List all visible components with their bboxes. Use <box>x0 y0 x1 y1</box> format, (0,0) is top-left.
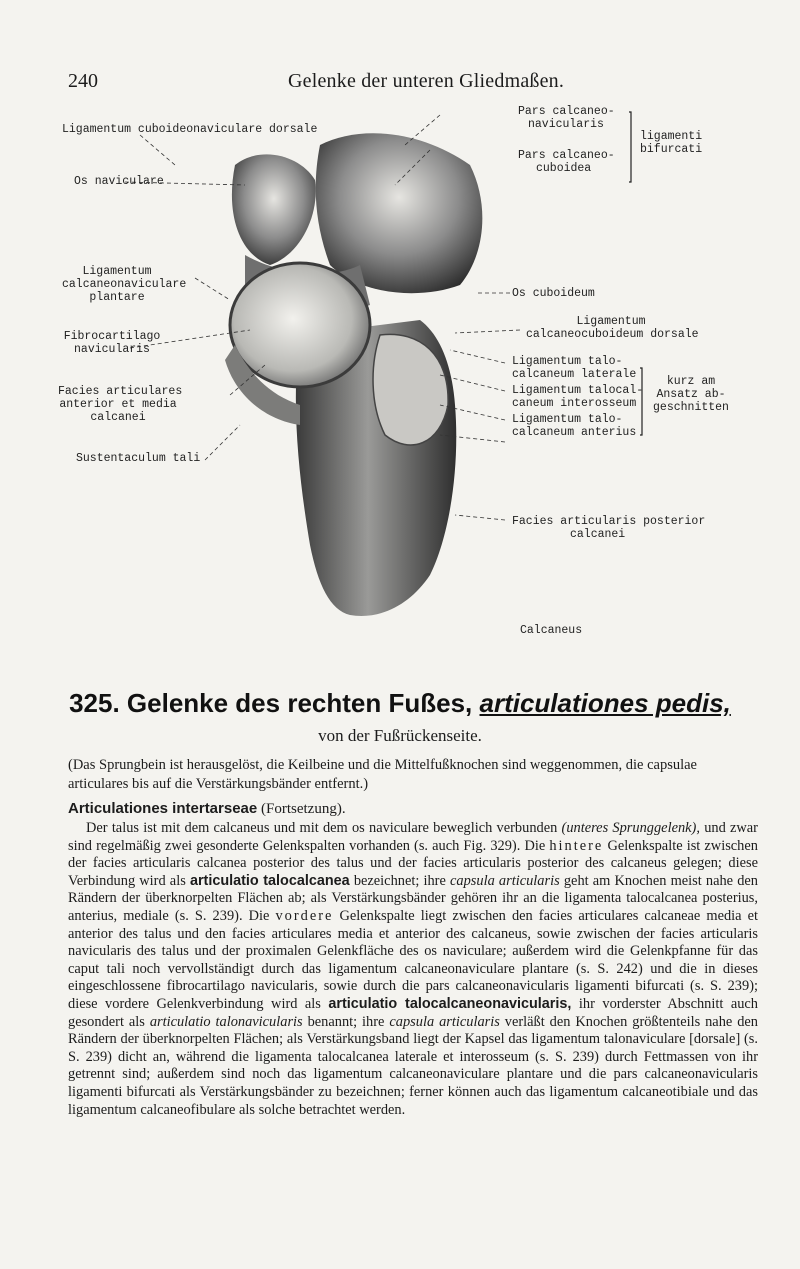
page-number: 240 <box>68 70 98 92</box>
label-pars-calcaneonavicularis: Pars calcaneo- navicularis <box>518 105 615 131</box>
running-head <box>68 68 748 98</box>
label-lig-cuboideonaviculare: Ligamentum cuboideonaviculare dorsale <box>62 123 318 136</box>
label-pars-calcaneocuboidea: Pars calcaneo- cuboidea <box>518 149 615 175</box>
label-facies-articulares-anterior: Facies articulares anterior et media calcanei <box>58 385 183 424</box>
label-lig-talocalcaneum-interosseum: Ligamentum talocal- caneum interosseum <box>512 384 644 410</box>
figure-subtitle: von der Fußrückenseite. <box>318 726 482 745</box>
label-lig-talocalcaneum-anterius: Ligamentum talo- calcaneum anterius <box>512 413 637 439</box>
label-fibrocartilago: Fibrocartilago navicularis <box>63 330 161 356</box>
label-sustentaculum-tali: Sustentaculum tali <box>76 452 201 465</box>
paragraph: Der talus ist mit dem calcaneus und mit dem os naviculare beweglich verbunden (unteres Sprunggelenk), und zwar sind regelmäßig zwei gesonderte Gelenkspalten vorhanden (s. auch Fig. 329). Die hintere Gelenkspalte ist zwischen der facies articularis calcanea posterior des talus und der facies articularis posterior des calcaneus gelegen; diese Verbindung wird als articulatio talocalcanea bezeichnet; ihre capsula articularis geht am Knochen meist nahe den Rändern der überknorpelten Flächen ab; als Verstärkungsbänder gehören ihr an die ligamenta talocalcanea posterius, anterius, mediale (s. S. 239). Die vordere Gelenkspalte liegt zwischen den facies articulares calcaneae media et anterior des talus und den facies articulares media et anterior des calcaneus, sowie zwischen der facies articularis navicularis des talus und der proximalen Gelenkfläche des os naviculare; außerdem wird die Gelenkpfanne für das caput tali noch vervollständigt durch das ligamentum calcaneonaviculare plantare (s. S. 242) und die in dieses eingeschlossene fibrocartilago navicularis, sowie durch die pars calcaneonavicularis ligamenti bifurcati (s. S. 239); diese vordere Gelenkverbindung wird als articulatio talocalcaneonavicularis, ihr vorderster Abschnitt auch gesondert als articulatio talonavicularis benannt; ihre capsula articularis verläßt den Knochen größtenteils nahe den Rändern der überknorpelten Flächen; als Verstärkungsband liegt der Kapsel das ligamentum talonaviculare [dorsale] (s. S. 239) dicht an, während die ligamenta talocalcanea laterale et interosseum (s. S. 239) durch Fettmassen von ihr getrennt sind; außerdem sind noch das ligamentum calcaneonaviculare plantare und die pars calcaneonavicularis ligamenti bifurcati als Verstärkungsbänder zu bezeichnen; ferner können auch das ligamentum calcaneotibiale und das ligamentum calcaneofibulare als solche betrachtet werden. <box>68 820 758 1118</box>
figure-caption: 325. Gelenke des rechten Fußes, articulationes pedis, <box>69 688 731 718</box>
label-os-cuboideum: Os cuboideum <box>512 287 595 300</box>
label-ligamenti-bifurcati: ligamenti bifurcati <box>640 130 703 156</box>
label-kurz-abgeschnitten: kurz am Ansatz ab- geschnitten <box>653 375 729 414</box>
label-os-naviculare: Os naviculare <box>74 175 164 188</box>
label-lig-calcaneonaviculare: Ligamentum calcaneonaviculare plantare <box>62 265 187 304</box>
anatomical-figure <box>0 105 800 665</box>
body-text <box>68 820 758 1119</box>
running-title: Gelenke der unteren Gliedmaßen. <box>288 70 565 92</box>
label-calcaneus: Calcaneus <box>520 624 583 637</box>
label-lig-calcaneocuboideum: Ligamentum calcaneocuboideum dorsale <box>526 315 699 341</box>
label-facies-articularis-posterior: Facies articularis posterior calcanei <box>512 515 706 541</box>
figure-note: (Das Sprungbein ist herausgelöst, die Keilbeine und die Mittelfußknochen sind weggenommen, die capsulae articulares bis auf die Verstärkungsbänder entfernt.) <box>68 757 697 792</box>
label-lig-talocalcaneum-laterale: Ligamentum talo- calcaneum laterale <box>512 355 637 381</box>
os-cuboideum-bone <box>316 133 483 293</box>
section-heading: Articulationes intertarseae (Fortsetzung). <box>68 800 346 817</box>
os-naviculare-bone <box>232 154 316 265</box>
